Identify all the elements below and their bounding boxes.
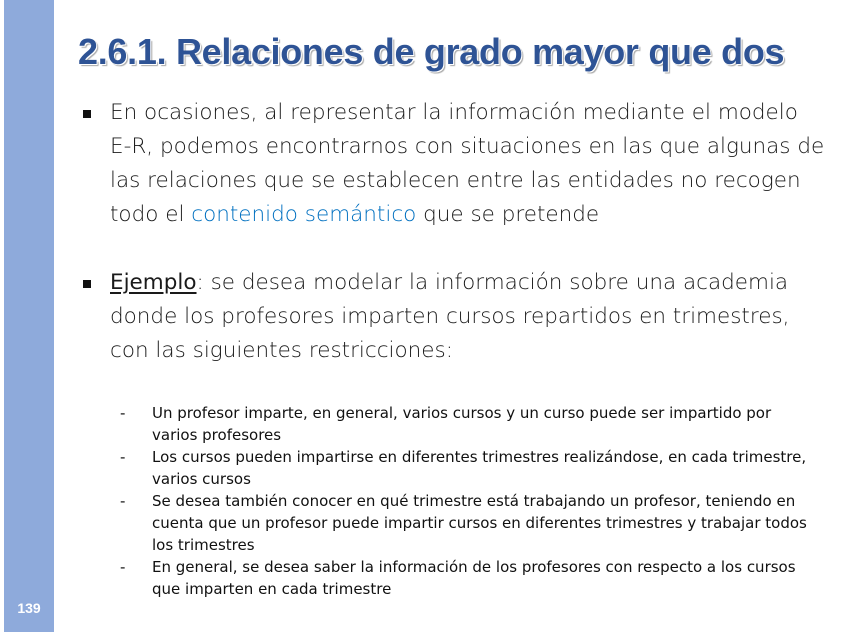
page-number: 139 <box>17 600 41 616</box>
list-item <box>120 446 810 490</box>
sidebar-accent-bar <box>4 0 54 632</box>
highlight-term: contenido semántico <box>191 202 417 227</box>
list-item-text: Se desea también conocer en qué trimestre está trabajando un profesor, teniendo en cuenta que un profesor puede impartir cursos en diferentes trimestres y trabajar todos los trimestres <box>152 492 807 554</box>
square-bullet-icon <box>83 110 91 118</box>
list-item <box>120 490 810 556</box>
square-bullet-icon <box>83 280 91 288</box>
dash-marker: - <box>120 404 126 422</box>
list-item <box>120 402 810 446</box>
list-item-text: Los cursos pueden impartirse en diferentes trimestres realizándose, en cada trimestre, varios cursos <box>152 448 807 488</box>
bullet-intro-text-end: que se pretende <box>416 202 600 227</box>
dash-marker: - <box>120 448 126 466</box>
dash-marker: - <box>120 558 126 576</box>
bullet-intro-text: En ocasiones, al representar la información mediante el modelo E-R, podemos encontrarnos con situaciones en las que algunas de las relaciones que se establecen entre las entidades no recogen todo el <box>110 100 825 227</box>
list-item-text: Un profesor imparte, en general, varios cursos y un curso puede ser impartido por varios profesores <box>152 404 772 444</box>
bullet-item-intro <box>80 96 825 232</box>
dash-marker: - <box>120 492 126 510</box>
example-label: Ejemplo <box>110 270 197 295</box>
bullet-item-example <box>80 266 825 368</box>
example-text: : se desea modelar la información sobre una academia donde los profesores imparten cursos repartidos en trimestres, con las siguientes restricciones: <box>110 270 790 363</box>
restrictions-list <box>120 402 810 600</box>
slide-title: 2.6.1. Relaciones de grado mayor que dos <box>78 31 785 72</box>
list-item-text: En general, se desea saber la información de los profesores con respecto a los cursos que imparten en cada trimestre <box>152 558 796 598</box>
main-bullet-list <box>80 96 825 368</box>
list-item <box>120 556 810 600</box>
